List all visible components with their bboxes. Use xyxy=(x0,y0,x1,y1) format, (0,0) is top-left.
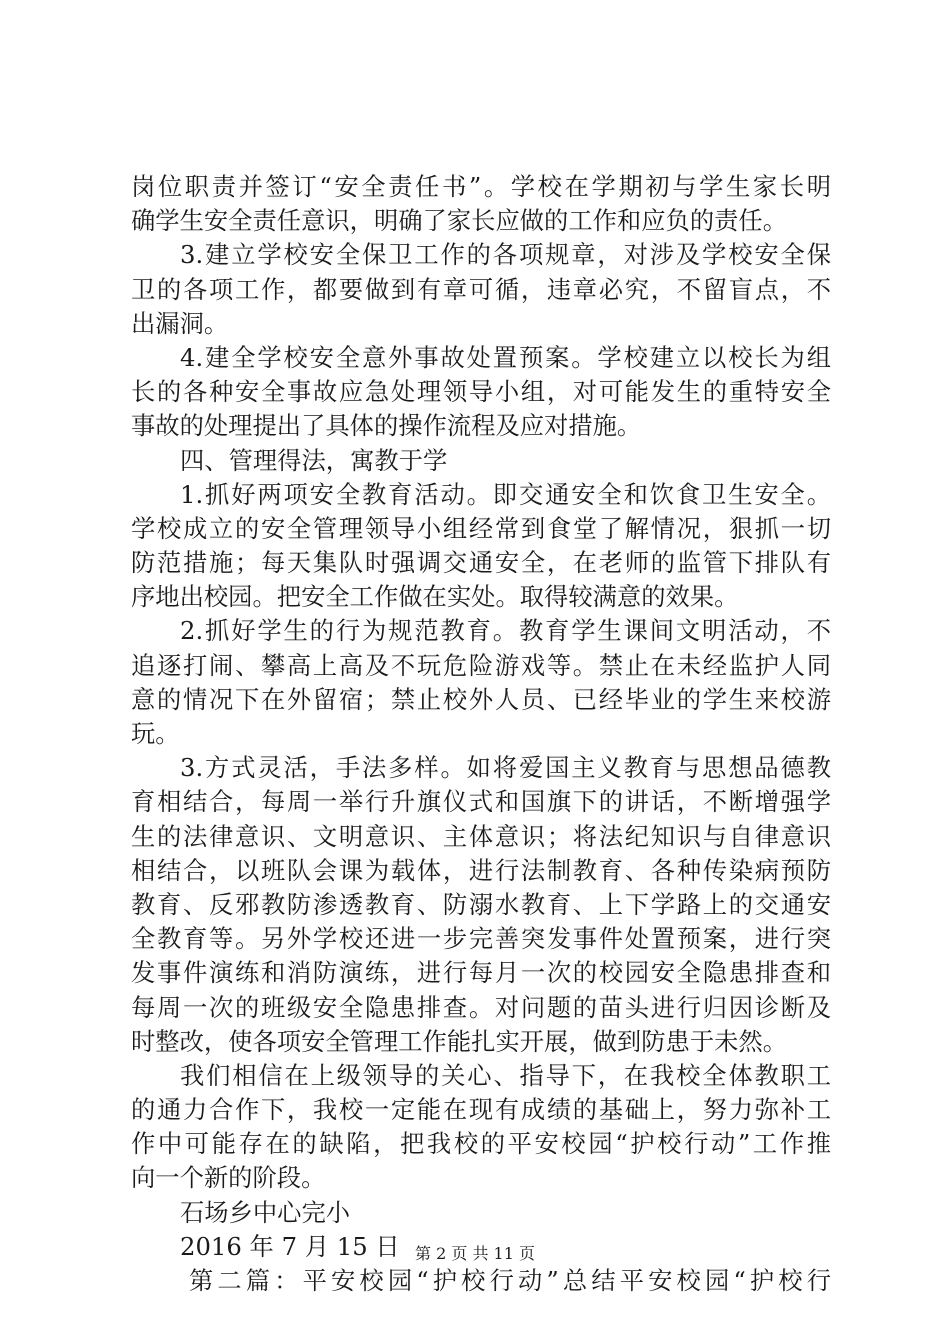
text-line: 玩。 xyxy=(131,719,180,748)
text-line: 育相结合，每周一举行升旗仪式和国旗下的讲话，不断增强学 xyxy=(131,787,831,817)
text-line: 石场乡中心完小 xyxy=(180,1197,351,1227)
text-line: 防范措施；每天集队时强调交通安全，在老师的监管下排队有 xyxy=(131,548,831,578)
text-line: 相结合，以班队会课为载体，进行法制教育、各种传染病预防 xyxy=(131,855,831,885)
text-line: 岗位职责并签订“安全责任书”。学校在学期初与学生家长明 xyxy=(131,172,831,201)
text-line: 第二篇：平安校园“护校行动”总结平安校园“护校行 xyxy=(189,1266,831,1295)
text-line: 我们相信在上级领导的关心、指导下，在我校全体教职工 xyxy=(180,1060,831,1090)
text-line: 的通力合作下，我校一定能在现有成绩的基础上，努力弥补工 xyxy=(131,1095,831,1125)
text-line: 事故的处理提出了具体的操作流程及应对措施。 xyxy=(131,411,642,441)
text-line: 每周一次的班级安全隐患排查。对问题的苗头进行归因诊断及 xyxy=(131,992,831,1022)
text-line: 4.建全学校安全意外事故处置预案。学校建立以校长为组 xyxy=(180,342,831,372)
text-line: 2.抓好学生的行为规范教育。教育学生课间文明活动，不 xyxy=(180,616,831,646)
text-line: 3.方式灵活，手法多样。如将爱国主义教育与思想品德教 xyxy=(180,753,831,783)
text-line: 1.抓好两项安全教育活动。即交通安全和饮食卫生安全。 xyxy=(180,479,831,509)
text-line: 序地出校园。把安全工作做在实处。取得较满意的效果。 xyxy=(131,582,739,612)
text-line: 3.建立学校安全保卫工作的各项规章，对涉及学校安全保 xyxy=(180,240,831,270)
text-line: 长的各种安全事故应急处理领导小组，对可能发生的重特安全 xyxy=(131,377,831,407)
text-line: 生的法律意识、文明意识、主体意识；将法纪知识与自律意识 xyxy=(131,821,831,851)
document-body xyxy=(131,170,831,1298)
text-line: 卫的各项工作，都要做到有章可循，违章必究，不留盲点，不 xyxy=(131,274,831,304)
text-line: 作中可能存在的缺陷，把我校的平安校园“护校行动”工作推 xyxy=(131,1129,831,1159)
text-line: 2016 年 7 月 15 日 xyxy=(180,1231,400,1261)
text-line: 四、管理得法，寓教于学 xyxy=(180,445,448,475)
page-footer: 第 2 页 共 11 页 xyxy=(415,1244,535,1263)
text-line: 发事件演练和消防演练，进行每月一次的校园安全隐患排查和 xyxy=(131,958,831,988)
text-line: 追逐打闹、攀高上高及不玩危险游戏等。禁止在未经监护人同 xyxy=(131,650,831,680)
text-line: 向一个新的阶段。 xyxy=(131,1163,326,1193)
text-line: 出漏洞。 xyxy=(131,308,229,338)
text-line: 确学生安全责任意识，明确了家长应做的工作和应负的责任。 xyxy=(131,206,788,236)
text-line: 意的情况下在外留宿；禁止校外人员、已经毕业的学生来校游 xyxy=(131,684,831,714)
text-line: 全教育等。另外学校还进一步完善突发事件处置预案，进行突 xyxy=(131,924,831,954)
text-line: 教育、反邪教防渗透教育、防溺水教育、上下学路上的交通安 xyxy=(131,889,831,919)
text-line: 学校成立的安全管理领导小组经常到食堂了解情况，狠抓一切 xyxy=(131,513,831,543)
text-line: 时整改，使各项安全管理工作能扎实开展，做到防患于未然。 xyxy=(131,1026,788,1056)
